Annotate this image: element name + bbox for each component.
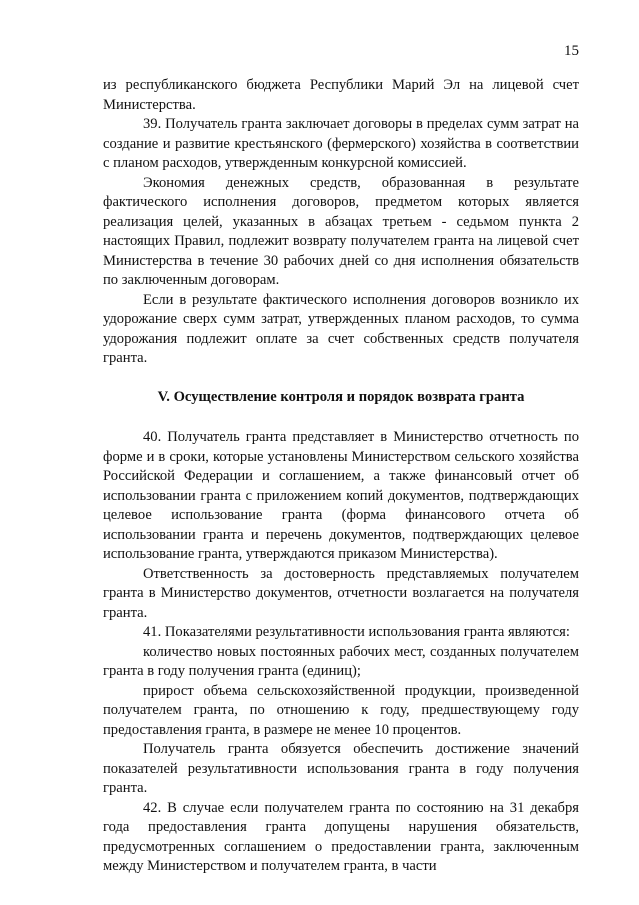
section-title: V. Осуществление контроля и порядок возврата гранта [157,388,525,405]
paragraph-39: 39. Получатель гранта заключает договоры в пределах сумм затрат на создание и развитие крестьянского (фермерского) хозяйства в соответствии с планом расходов, утвержденным конкурсной комиссией. [103,116,579,171]
page-number: 15 [564,43,579,59]
paragraph-42: 42. В случае если получателем гранта по состоянию на 31 декабря года предоставления гранта допущены нарушения обязательств, предусмотренных соглашением о предоставлении гранта, заключенным между Министерством и получателем гранта, в части [103,799,579,874]
paragraph-responsibility: Ответственность за достоверность представляемых получателем гранта в Министерство документов, отчетности возлагается на получателя гранта. [103,565,579,621]
paragraph-obligation: Получатель гранта обязуется обеспечить достижение значений показателей результативности использования гранта в году получения гранта. [103,741,579,796]
paragraph-savings: Экономия денежных средств, образованная в результате фактического исполнения договоров, предметом которых является реализация целей, указанных в абзацах третьем - седьмом пункта 2 настоящих Правил, подлежит возврату получателем гранта на лицевой счет Министерства в течение 30 рабочих дней со дня исполнения обязательств по заключенным договорам. [103,174,579,288]
paragraph-41: 41. Показателями результативности использования гранта являются: [143,624,570,640]
paragraph-40: 40. Получатель гранта представляет в Министерство отчетность по форме и в сроки, которые установлены Министерством сельского хозяйства Российской Федерации и соглашением, а также финансовый отчет об использовании гранта с приложением копий документов, подтверждающих целевое использование гранта (форма финансового отчета об использовании гранта и перечень документов, подтверждающих целевое использование гранта, утверждаются приказом Министерства). [103,429,579,562]
paragraph-cost-increase: Если в результате фактического исполнения договоров возникло их удорожание сверх сумм затрат, утвержденных планом расходов, то сумма удорожания подлежит оплате за счет собственных средств получателя гранта. [103,291,579,366]
document-body [103,76,579,877]
paragraph-production-indicator: прирост объема сельскохозяйственной продукции, произведенной получателем гранта, по отношению к году, предшествующему году предоставления гранта, в размере не менее 10 процентов. [103,682,579,738]
paragraph-jobs-indicator: количество новых постоянных рабочих мест, созданных получателем гранта в году получения гранта (единиц); [103,643,579,679]
paragraph-continuation: из республиканского бюджета Республики Марий Эл на лицевой счет Министерства. [103,77,579,113]
